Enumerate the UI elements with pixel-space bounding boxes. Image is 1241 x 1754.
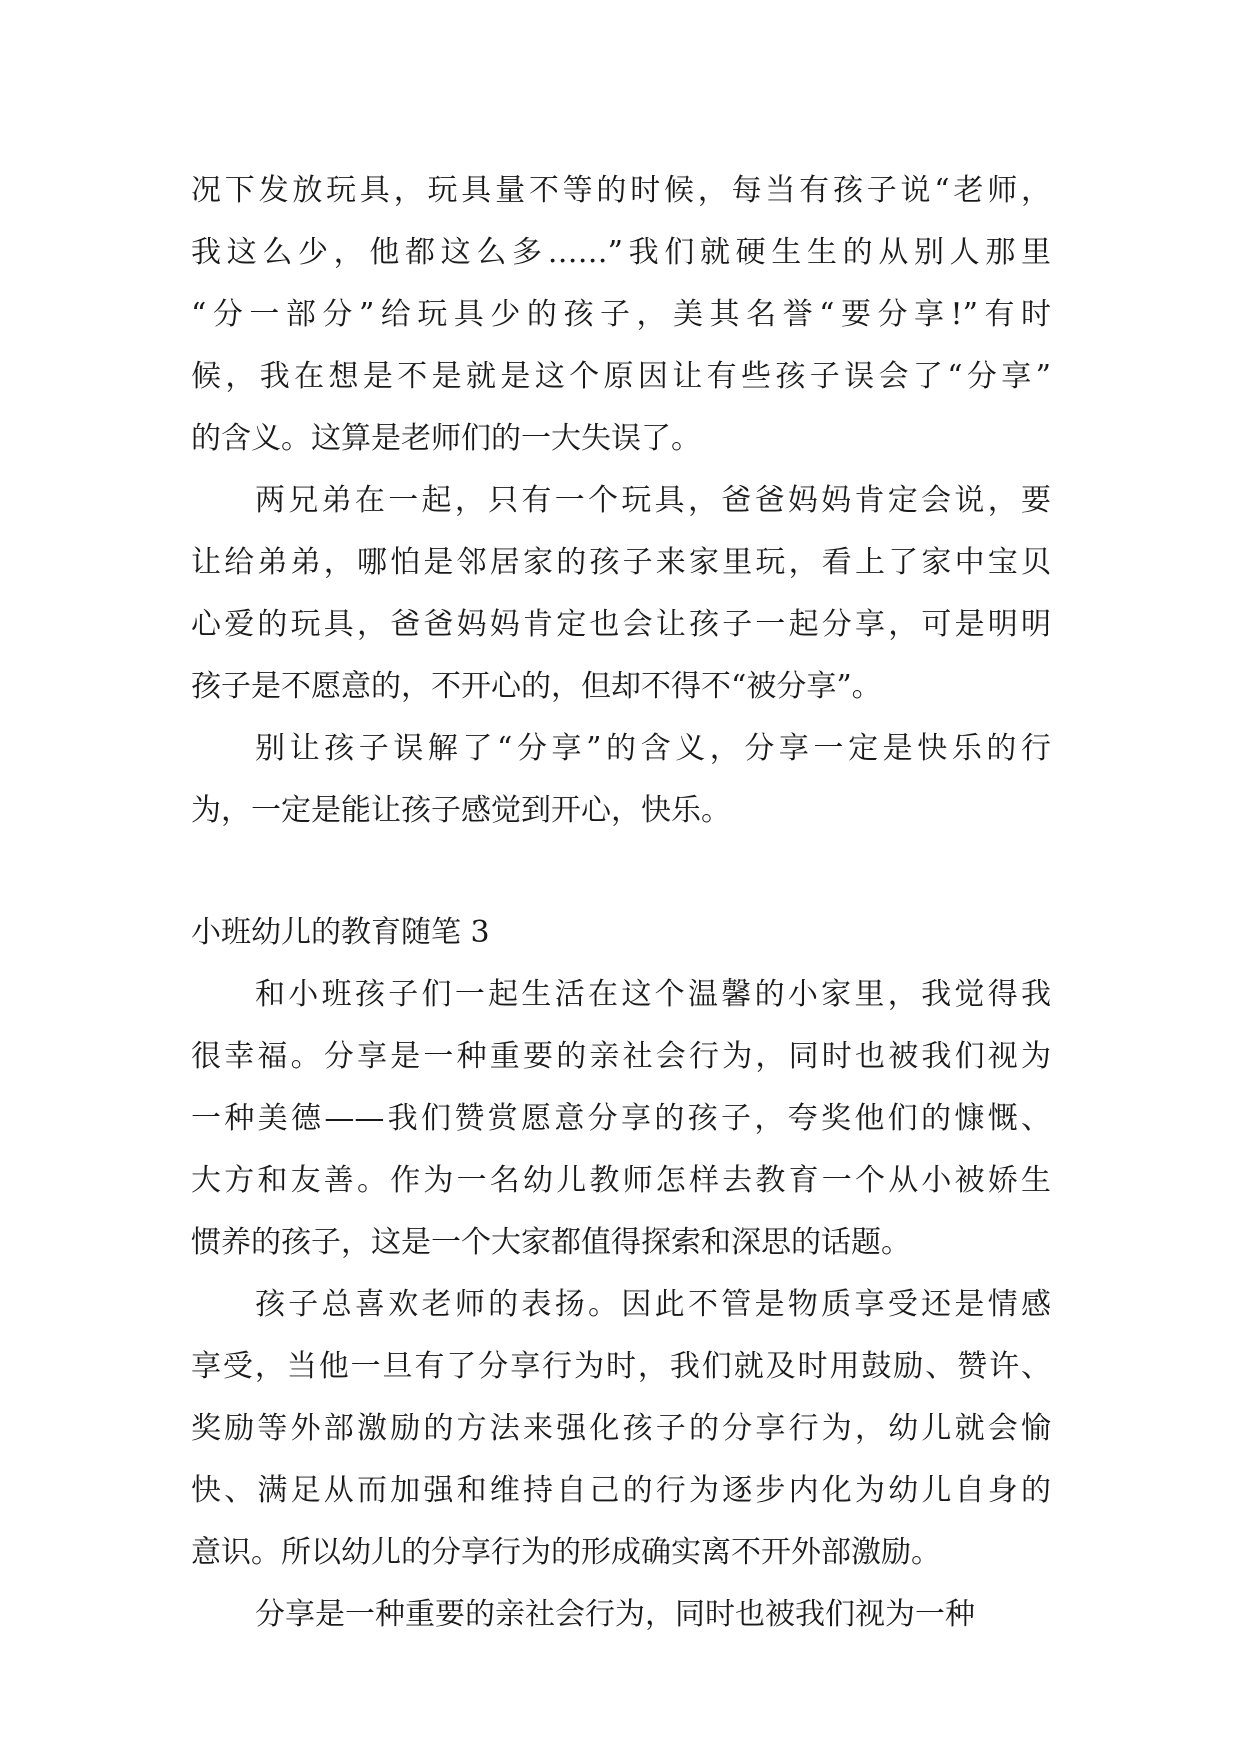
section-gap <box>191 842 1051 902</box>
text-line: 大方和友善。作为一名幼儿教师怎样去教育一个从小被娇生 <box>191 1163 1051 1198</box>
text-line: 的含义。这算是老师们的一大失误了。 <box>191 421 701 456</box>
text-line: 分享是一种重要的亲社会行为，同时也被我们视为一种 <box>255 1597 975 1632</box>
text-line: 孩子总喜欢老师的表扬。因此不管是物质享受还是情感 <box>255 1287 1051 1322</box>
section-heading: 小班幼儿的教育随笔 3 <box>191 915 490 950</box>
text-line: 两兄弟在一起，只有一个玩具，爸爸妈妈肯定会说，要 <box>255 483 1051 518</box>
paragraph-1 <box>191 964 1051 1274</box>
text-line: 意识。所以幼儿的分享行为的形成确实离不开外部激励。 <box>191 1535 941 1570</box>
paragraph-3 <box>191 1584 1051 1646</box>
text-line: 享受，当他一旦有了分享行为时，我们就及时用鼓励、赞许、 <box>191 1349 1051 1384</box>
text-line: 为，一定是能让孩子感觉到开心，快乐。 <box>191 793 731 828</box>
text-line: 别让孩子误解了“分享”的含义，分享一定是快乐的行 <box>255 731 1051 766</box>
text-line: “分一部分”给玩具少的孩子，美其名誉“要分享!”有时 <box>191 297 1051 332</box>
text-line: 孩子是不愿意的，不开心的，但却不得不“被分享”。 <box>191 669 882 704</box>
text-line: 候，我在想是不是就是这个原因让有些孩子误会了“分享” <box>191 359 1051 394</box>
text-line: 惯养的孩子，这是一个大家都值得探索和深思的话题。 <box>191 1225 911 1260</box>
paragraph-prev-3 <box>191 718 1051 842</box>
paragraph-prev-2 <box>191 470 1051 718</box>
text-line: 我这么少，他都这么多……”我们就硬生生的从别人那里 <box>191 235 1051 270</box>
text-line: 奖励等外部激励的方法来强化孩子的分享行为，幼儿就会愉 <box>191 1411 1051 1446</box>
text-line: 一种美德——我们赞赏愿意分享的孩子，夸奖他们的慷慨、 <box>191 1101 1051 1136</box>
text-line: 很幸福。分享是一种重要的亲社会行为，同时也被我们视为 <box>191 1039 1051 1074</box>
text-line: 快、满足从而加强和维持自己的行为逐步内化为幼儿自身的 <box>191 1473 1051 1508</box>
text-line: 心爱的玩具，爸爸妈妈肯定也会让孩子一起分享，可是明明 <box>191 607 1051 642</box>
text-line: 让给弟弟，哪怕是邻居家的孩子来家里玩，看上了家中宝贝 <box>191 545 1051 580</box>
paragraph-prev-1 <box>191 160 1051 470</box>
document-body <box>191 160 1051 1646</box>
text-line: 和小班孩子们一起生活在这个温馨的小家里，我觉得我 <box>255 977 1051 1012</box>
text-line: 况下发放玩具，玩具量不等的时候，每当有孩子说“老师， <box>191 173 1051 208</box>
paragraph-2 <box>191 1274 1051 1584</box>
